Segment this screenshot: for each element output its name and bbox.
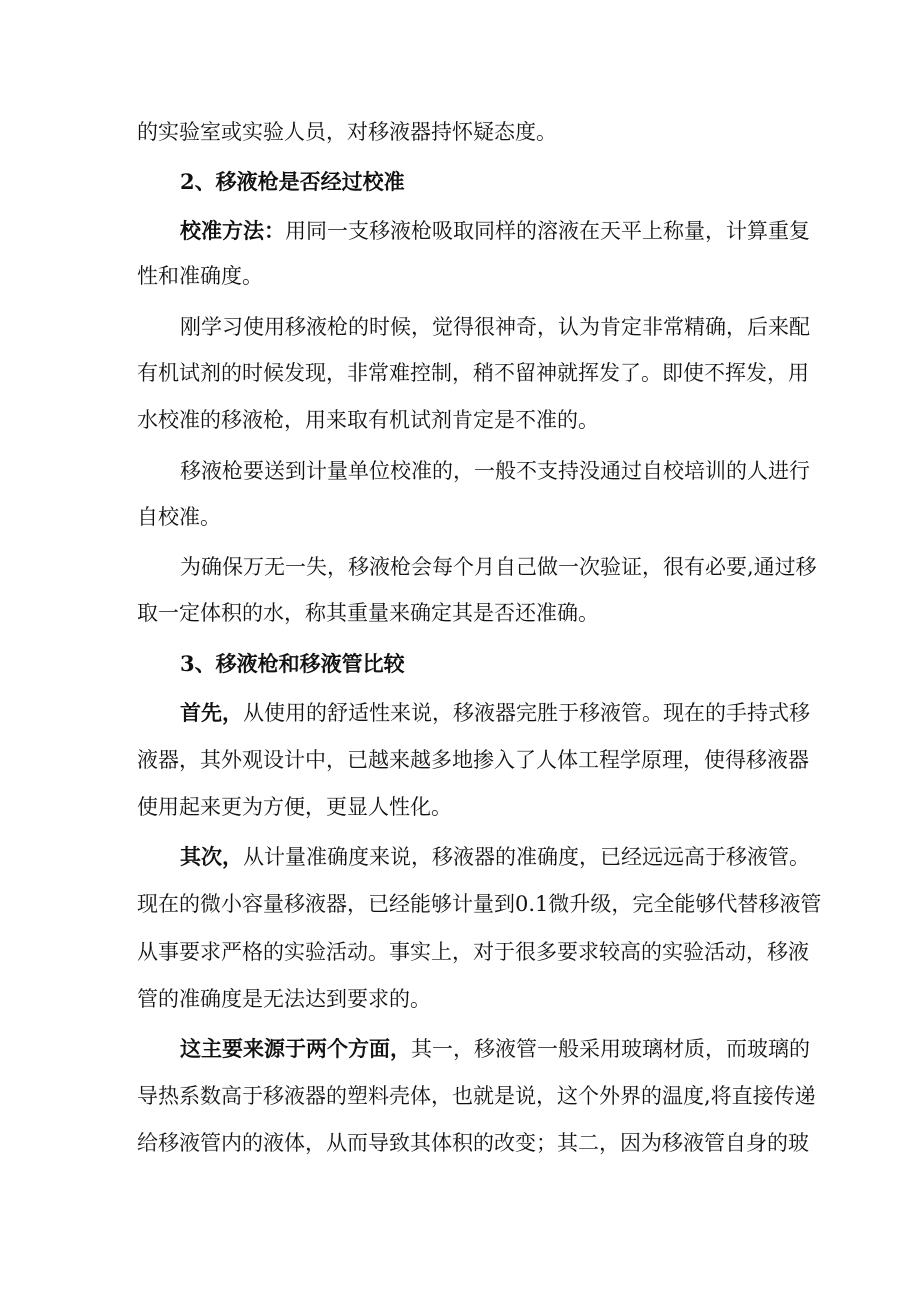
paragraph-line: 取一定体积的水，称其重量来确定其是否还准确。 [137,601,599,625]
bold-lead-first: 首先， [180,700,243,725]
bold-lead-calibration-method: 校准方法： [180,218,285,243]
section-heading-2: 2、移液枪是否经过校准 [180,169,405,194]
paragraph-line [180,845,810,869]
bold-lead-second: 其次， [180,844,243,869]
paragraph-text: 从计量准确度来说，移液器的准确度，已经远远高于移液管。 [243,845,810,869]
paragraph-line [180,219,810,243]
paragraph-line: 移液枪要送到计量单位校准的，一般不支持没通过自校培训的人进行 [180,459,810,483]
paragraph-text: 从使用的舒适性来说，移液器完胜于移液管。现在的手持式移 [243,701,810,725]
paragraph-line [180,1037,810,1061]
paragraph-line: 从事要求严格的实验活动。事实上，对于很多要求较高的实验活动，移液 [137,940,809,964]
paragraph-line: 水校准的移液枪，用来取有机试剂肯定是不准的。 [137,408,599,432]
paragraph-text: 其一，移液管一般采用玻璃材质，而玻璃的 [411,1037,810,1061]
paragraph-line: 管的准确度是无法达到要求的。 [137,987,431,1011]
paragraph-line: 的实验室或实验人员，对移液器持怀疑态度。 [137,120,557,144]
paragraph-line: 现在的微小容量移液器，已经能够计量到0.1微升级，完全能够代替移液管 [137,892,822,916]
paragraph-line: 性和准确度。 [137,264,263,288]
paragraph-line: 导热系数高于移液器的塑料壳体，也就是说，这个外界的温度,将直接传递 [137,1084,816,1108]
paragraph-text: 用同一支移液枪吸取同样的溶液在天平上称量，计算重复 [285,219,810,243]
paragraph-line: 液器，其外观设计中，已越来越多地掺入了人体工程学原理，使得移液器 [137,748,809,772]
paragraph-line: 为确保万无一失，移液枪会每个月自己做一次验证，很有必要,通过移 [180,555,817,579]
paragraph-line: 自校准。 [137,505,221,529]
paragraph-line: 刚学习使用移液枪的时候，觉得很神奇，认为肯定非常精确，后来配 [180,315,810,339]
paragraph-line: 有机试剂的时候发现，非常难控制，稍不留神就挥发了。即使不挥发，用 [137,361,809,385]
paragraph-line: 给移液管内的液体，从而导致其体积的改变；其二，因为移液管自身的玻 [137,1131,809,1155]
section-heading-3: 3、移液枪和移液管比较 [180,651,405,676]
bold-lead-two-aspects: 这主要来源于两个方面， [180,1036,411,1061]
paragraph-line: 使用起来更为方便，更显人性化。 [137,795,452,819]
paragraph-line [180,701,810,725]
